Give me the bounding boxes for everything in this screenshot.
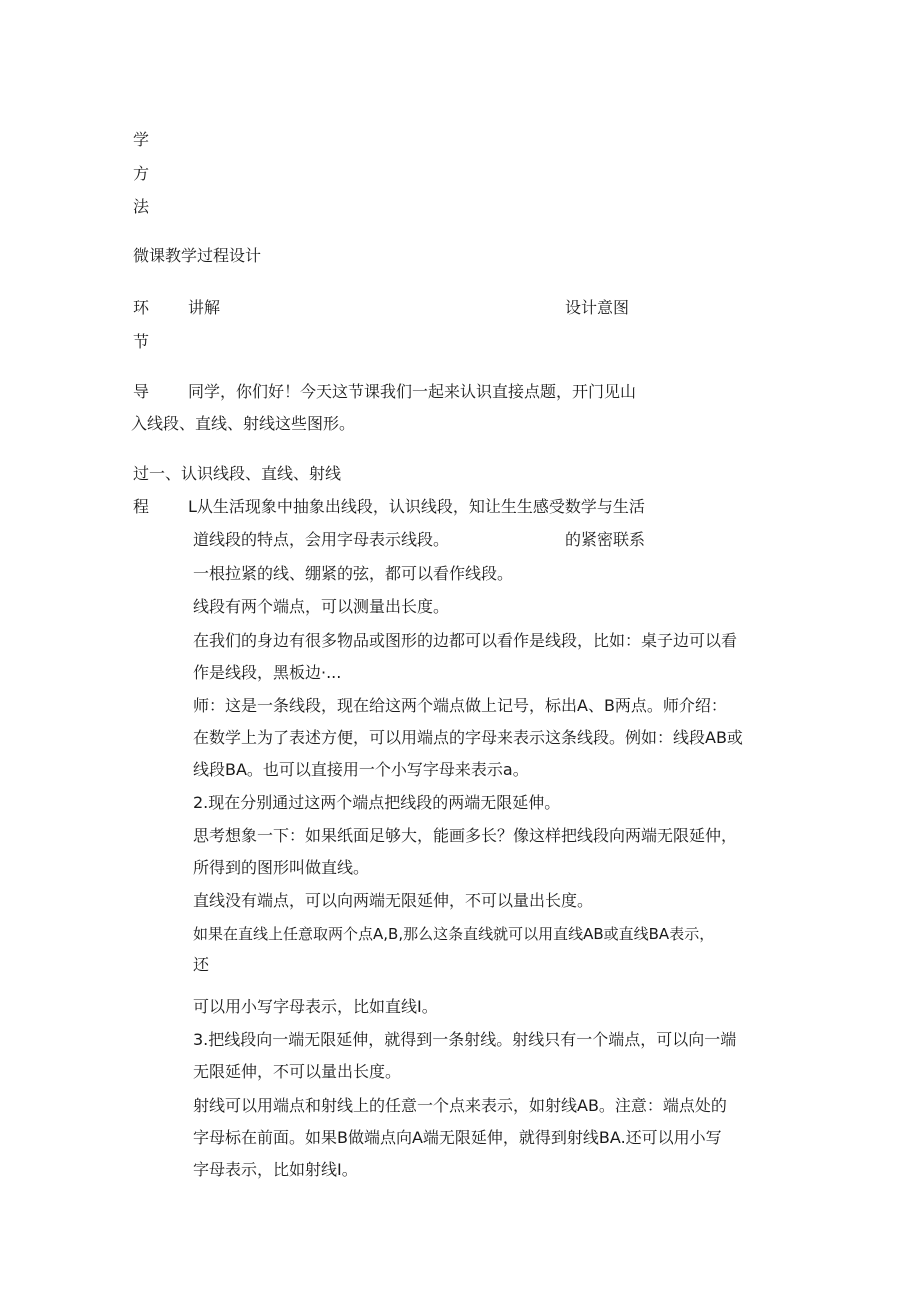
paragraph: 所得到的图形叫做直线。 xyxy=(193,858,370,877)
paragraph: 字母标在前面。如果B做端点向A端无限延伸，就得到射线BA.还可以用小写 xyxy=(193,1128,722,1147)
header-stage-char-2: 节 xyxy=(133,332,150,351)
paragraph: 无限延伸，不可以量出长度。 xyxy=(193,1062,402,1081)
section-title: 微课教学过程设计 xyxy=(133,246,262,265)
paragraph: 字母表示，比如射线I。 xyxy=(193,1160,358,1179)
method-char-1: 学 xyxy=(133,130,150,149)
paragraph: 可以用小写字母表示，比如直线I。 xyxy=(193,997,438,1016)
paragraph: 2.现在分别通过这两个端点把线段的两端无限延伸。 xyxy=(193,793,561,812)
process-stage-char: 程 xyxy=(133,497,150,516)
paragraph: 射线可以用端点和射线上的任意一个点来表示，如射线AB。注意：端点处的 xyxy=(193,1096,727,1115)
paragraph: 师：这是一条线段，现在给这两个端点做上记号，标出A、B两点。师介绍： xyxy=(193,696,727,715)
method-char-3: 法 xyxy=(133,197,150,216)
header-explain: 讲解 xyxy=(188,298,221,317)
paragraph: 线段BA。也可以直接用一个小写字母来表示a。 xyxy=(193,760,529,779)
paragraph: 在我们的身边有很多物品或图形的边都可以看作是线段，比如：桌子边可以看 xyxy=(193,631,738,650)
process-line-1: L从生活现象中抽象出线段，认识线段，知让生生感受数学与生活 xyxy=(188,497,645,516)
paragraph: 在数学上为了表述方便，可以用端点的字母来表示这条线段。例如：线段AB或 xyxy=(193,728,743,747)
paragraph: 一根拉紧的线、绷紧的弦，都可以看作线段。 xyxy=(193,564,514,583)
paragraph: 线段有两个端点，可以测量出长度。 xyxy=(193,597,450,616)
paragraph: 直线没有端点，可以向两端无限延伸，不可以量出长度。 xyxy=(193,891,594,910)
process-line-2: 道线段的特点，会用字母表示线段。 xyxy=(193,530,450,549)
paragraph: 3.把线段向一端无限延伸，就得到一条射线。射线只有一个端点，可以向一端 xyxy=(193,1030,737,1049)
process-intent-line-2: 的紧密联系 xyxy=(565,530,646,549)
intro-stage-char: 导 xyxy=(133,382,150,401)
paragraph: 还 xyxy=(193,955,210,974)
method-char-2: 方 xyxy=(133,164,150,183)
intro-line-1: 同学，你们好！今天这节课我们一起来认识直接点题，开门见山 xyxy=(188,382,637,401)
header-stage-char-1: 环 xyxy=(133,298,150,317)
process-heading: 过一、认识线段、直线、射线 xyxy=(133,464,342,483)
intro-line-2: 入线段、直线、射线这些图形。 xyxy=(131,414,356,433)
paragraph: 思考想象一下：如果纸面足够大，能画多长？像这样把线段向两端无限延仲， xyxy=(193,826,738,845)
paragraph: 作是线段，黑板边·... xyxy=(193,663,342,682)
header-intent: 设计意图 xyxy=(565,298,630,317)
paragraph: 如果在直线上任意取两个点A,B,那么这条直线就可以用直线AB或直线BA表示， xyxy=(193,925,715,943)
